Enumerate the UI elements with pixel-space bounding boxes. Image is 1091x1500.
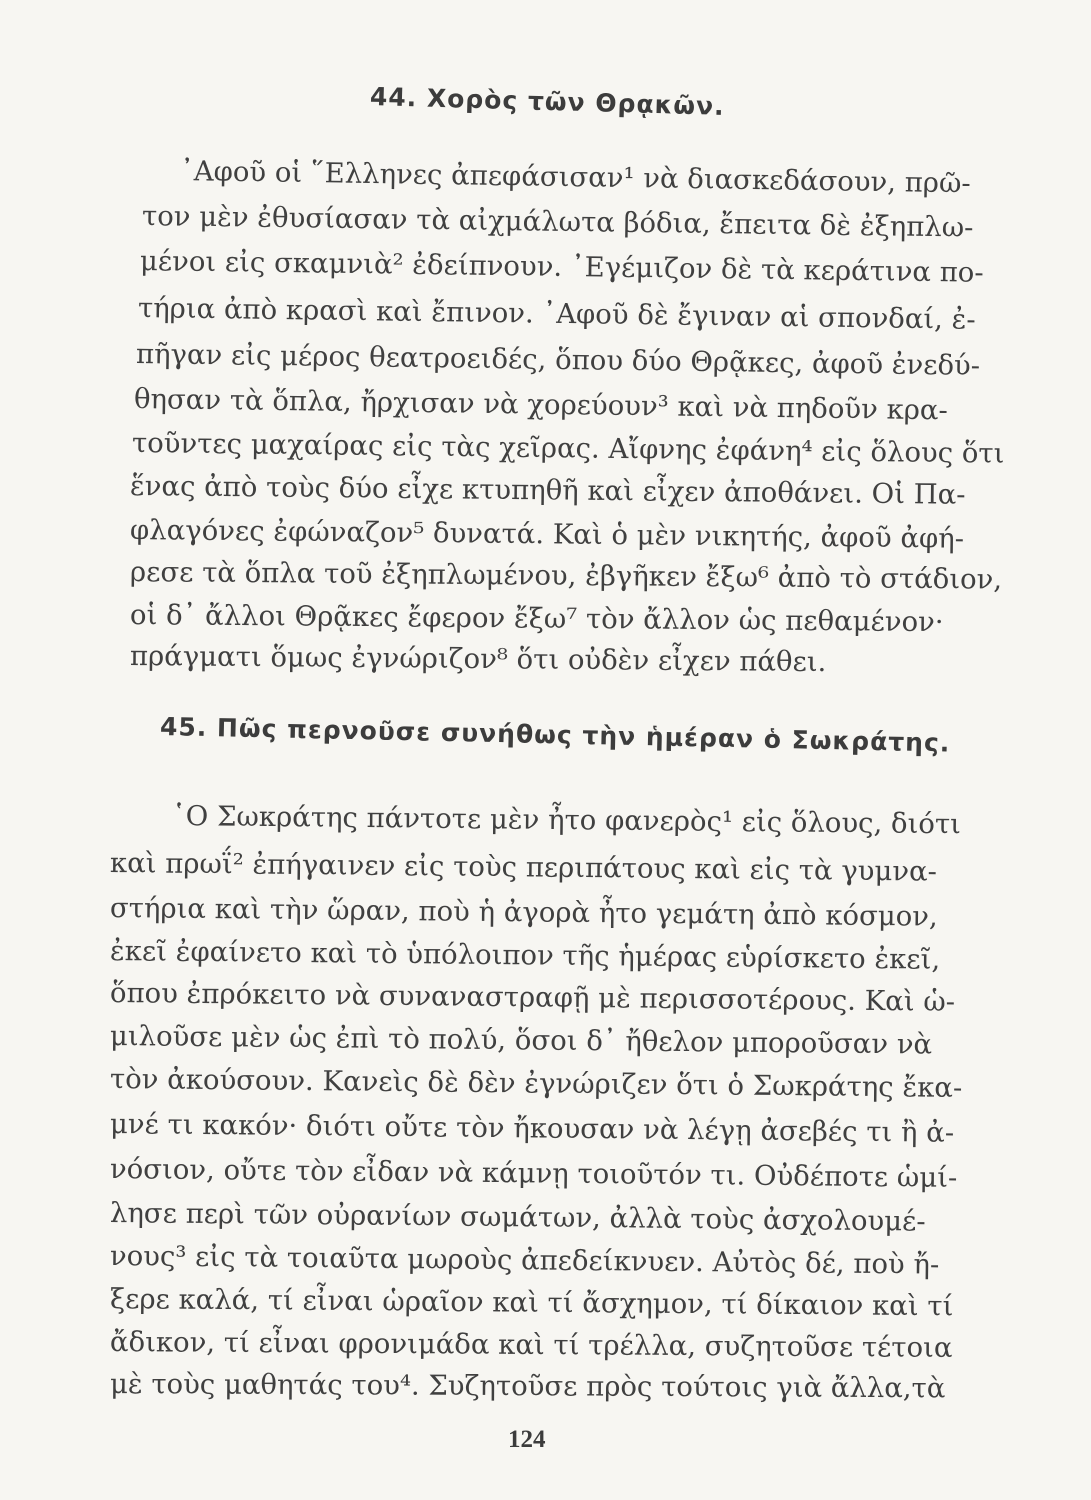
section-45-line-7: τὸν ἀκούσουν. Κανεὶς δὲ δὲν ἐγνώριζεν ὅτι ὁ Σωκράτης ἔκα-	[109, 1063, 963, 1104]
section-45-line-8: μνέ τι κακόν· διότι οὔτε τὸν ἤκουσαν νὰ λέγῃ ἀσεβές τι ἢ ἀ-	[109, 1108, 955, 1149]
section-44-line-1: ᾿Αφοῦ οἱ ῞Ελληνες ἀπεφάσισαν¹ νὰ διασκεδάσουν, πρῶ-	[179, 155, 971, 200]
section-45-line-14: μὲ τοὺς μαθητάς του⁴. Συζητοῦσε πρὸς τούτοις γιὰ ἄλλα,τὰ	[109, 1368, 946, 1405]
section-45-line-11: νους³ εἰς τὰ τοιαῦτα μωροὺς ἀπεδείκνυεν. Αὐτὸς δέ, ποὺ ἤ-	[109, 1240, 940, 1281]
section-44-heading: 44. Χορὸς τῶν Θρᾳκῶν.	[369, 82, 726, 121]
section-44-line-5: πῆγαν εἰς μέρος θεατροειδές, ὅπου δύο Θρᾷκες, ἀφοῦ ἐνεδύ-	[135, 338, 981, 382]
section-44-line-12: πράγματι ὅμως ἐγνώριζον⁸ ὅτι οὐδὲν εἶχεν πάθει.	[129, 640, 827, 679]
section-44-line-3: μένοι εἰς σκαμνιὰ² ἐδείπνουν. ᾿Εγέμιζον δὲ τὰ κεράτινα πο-	[139, 245, 984, 289]
section-45-line-12: ξερε καλά, τί εἶναι ὡραῖον καὶ τί ἄσχημον, τί δίκαιον καὶ τί	[109, 1283, 954, 1323]
section-45-line-13: ἄδικον, τί εἶναι φρονιμάδα καὶ τί τρέλλα, συζητοῦσε τέτοια	[109, 1326, 953, 1364]
section-45-line-10: λησε περὶ τῶν οὐρανίων σωμάτων, ἀλλὰ τοὺς ἀσχολουμέ-	[109, 1197, 926, 1238]
section-44-line-7: τοῦντες μαχαίρας εἰς τὰς χεῖρας. Αἴφνης ἐφάνη⁴ εἰς ὅλους ὅτι	[131, 427, 1005, 470]
section-45-line-9: νόσιον, οὔτε τὸν εἶδαν νὰ κάμνῃ τοιοῦτόν τι. Οὐδέποτε ὡμί-	[109, 1153, 958, 1194]
section-44-line-9: φλαγόνες ἐφώναζον⁵ δυνατά. Καὶ ὁ μὲν νικητής, ἀφοῦ ἀφή-	[129, 514, 965, 555]
page-number: 124	[508, 1426, 546, 1453]
section-45-heading: 45. Πῶς περνοῦσε συνήθως τὴν ἡμέραν ὁ Σωκράτης.	[159, 712, 951, 758]
section-44-line-6: θησαν τὰ ὅπλα, ἤρχισαν νὰ χορεύουν³ καὶ νὰ πηδοῦν κρα-	[133, 383, 949, 427]
section-44-line-8: ἕνας ἀπὸ τοὺς δύο εἶχε κτυπηθῆ καὶ εἶχεν ἀποθάνει. Οἱ Πα-	[129, 470, 966, 511]
section-45-line-2: καὶ πρωΐ² ἐπήγαινεν εἰς τοὺς περιπάτους καὶ εἰς τὰ γυμνα-	[109, 847, 938, 888]
section-44-line-2: τον μὲν ἐθυσίασαν τὰ αἰχμάλωτα βόδια, ἔπειτα δὲ ἐξηπλω-	[141, 200, 974, 244]
section-44-line-11: οἱ δ᾿ ἄλλοι Θρᾷκες ἔφερον ἔξω⁷ τὸν ἄλλον ὡς πεθαμένον·	[129, 599, 944, 639]
section-44-line-10: ρεσε τὰ ὅπλα τοῦ ἐξηπλωμένου, ἐβγῆκεν ἔξω⁶ ἀπὸ τὸ στάδιον,	[129, 556, 1003, 596]
section-45-line-1: ῾Ο Σωκράτης πάντοτε μὲν ἦτο φανερὸς¹ εἰς ὅλους, διότι	[171, 800, 962, 841]
section-45-line-4: ἐκεῖ ἐφαίνετο καὶ τὸ ὑπόλοιπον τῆς ἡμέρας εὑρίσκετο ἐκεῖ,	[109, 935, 941, 976]
section-45-line-3: στήρια καὶ τὴν ὥραν, ποὺ ἡ ἀγορὰ ἦτο γεμάτη ἀπὸ κόσμον,	[109, 892, 938, 933]
section-45-line-6: μιλοῦσε μὲν ὡς ἐπὶ τὸ πολύ, ὅσοι δ᾿ ἤθελον μποροῦσαν νὰ	[109, 1020, 933, 1061]
section-45-line-5: ὅπου ἐπρόκειτο νὰ συναναστραφῇ μὲ περισσοτέρους. Καὶ ὡ-	[109, 977, 956, 1018]
section-44-line-4: τήρια ἀπὸ κρασὶ καὶ ἔπινον. ᾿Αφοῦ δὲ ἔγιναν αἱ σπονδαί, ἐ-	[137, 292, 976, 336]
